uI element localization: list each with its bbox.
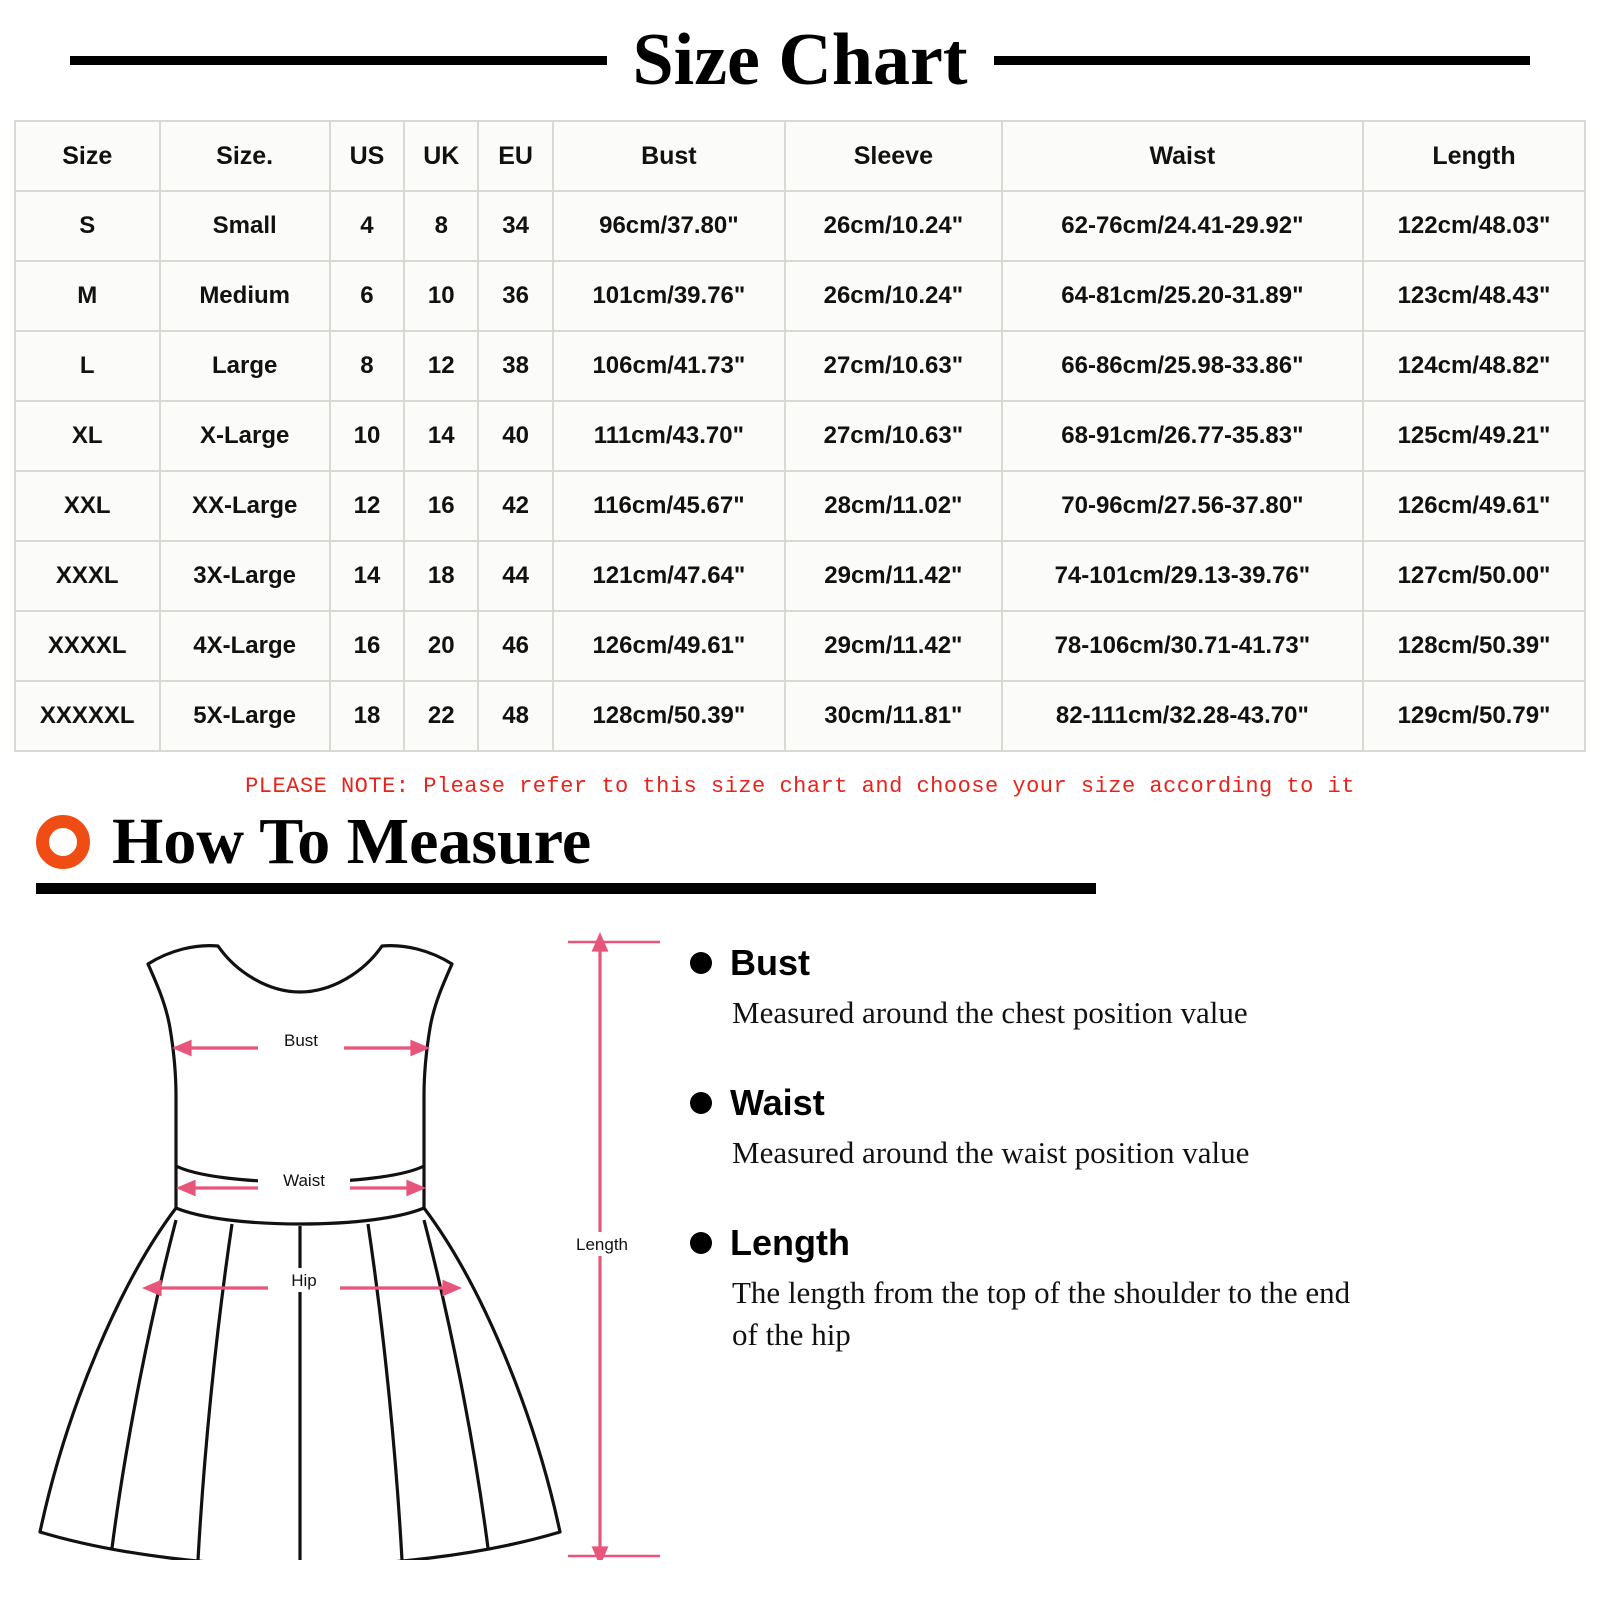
table-row	[15, 681, 1585, 751]
cell-sleeve: 27cm/10.63"	[785, 331, 1002, 401]
how-to-measure-body	[0, 920, 1600, 1565]
figure-label-length: Length	[576, 1235, 628, 1254]
cell-size: S	[15, 191, 160, 261]
cell-waist: 74-101cm/29.13-39.76"	[1002, 541, 1363, 611]
page-title-row	[0, 0, 1600, 120]
table-row	[15, 401, 1585, 471]
cell-bust: 116cm/45.67"	[553, 471, 785, 541]
how-to-measure-title: How To Measure	[112, 805, 592, 878]
column-header-length: Length	[1363, 121, 1585, 191]
figure-label-hip: Hip	[291, 1271, 317, 1290]
cell-sleeve: 30cm/11.81"	[785, 681, 1002, 751]
cell-size-name: Small	[160, 191, 330, 261]
definition-length	[690, 1222, 1510, 1356]
cell-bust: 106cm/41.73"	[553, 331, 785, 401]
size-chart-table	[14, 120, 1586, 752]
cell-eu: 46	[478, 611, 552, 681]
cell-length: 122cm/48.03"	[1363, 191, 1585, 261]
table-header-row	[15, 121, 1585, 191]
cell-us: 12	[330, 471, 404, 541]
cell-eu: 38	[478, 331, 552, 401]
table-row	[15, 261, 1585, 331]
figure-label-bust: Bust	[283, 1031, 319, 1050]
bullet-icon	[690, 1092, 712, 1114]
definition-bust	[690, 942, 1510, 1034]
cell-bust: 121cm/47.64"	[553, 541, 785, 611]
column-header-sleeve: Sleeve	[785, 121, 1002, 191]
cell-length: 126cm/49.61"	[1363, 471, 1585, 541]
cell-uk: 16	[404, 471, 478, 541]
cell-bust: 126cm/49.61"	[553, 611, 785, 681]
column-header-eu: EU	[478, 121, 552, 191]
cell-waist: 70-96cm/27.56-37.80"	[1002, 471, 1363, 541]
table-row	[15, 191, 1585, 261]
definition-term: Length	[730, 1221, 850, 1263]
cell-size-name: 4X-Large	[160, 611, 330, 681]
cell-size: XXXL	[15, 541, 160, 611]
cell-waist: 64-81cm/25.20-31.89"	[1002, 261, 1363, 331]
cell-waist: 66-86cm/25.98-33.86"	[1002, 331, 1363, 401]
title-rule-left	[70, 56, 607, 65]
cell-length: 129cm/50.79"	[1363, 681, 1585, 751]
cell-waist: 82-111cm/32.28-43.70"	[1002, 681, 1363, 751]
cell-size-name: 3X-Large	[160, 541, 330, 611]
cell-us: 10	[330, 401, 404, 471]
cell-us: 8	[330, 331, 404, 401]
table-row	[15, 611, 1585, 681]
definition-description: Measured around the waist position value	[732, 1134, 1250, 1170]
title-rule-right	[994, 56, 1531, 65]
figure-label-waist: Waist	[283, 1171, 325, 1190]
cell-waist: 78-106cm/30.71-41.73"	[1002, 611, 1363, 681]
dress-diagram	[0, 920, 690, 1565]
cell-length: 124cm/48.82"	[1363, 331, 1585, 401]
cell-length: 123cm/48.43"	[1363, 261, 1585, 331]
column-header-bust: Bust	[553, 121, 785, 191]
cell-eu: 34	[478, 191, 552, 261]
cell-sleeve: 26cm/10.24"	[785, 191, 1002, 261]
cell-eu: 40	[478, 401, 552, 471]
how-to-measure-underline	[36, 883, 1096, 894]
cell-bust: 96cm/37.80"	[553, 191, 785, 261]
column-header-uk: UK	[404, 121, 478, 191]
cell-us: 18	[330, 681, 404, 751]
definition-term: Bust	[730, 942, 810, 983]
cell-sleeve: 28cm/11.02"	[785, 471, 1002, 541]
cell-length: 125cm/49.21"	[1363, 401, 1585, 471]
bullet-icon	[690, 952, 712, 974]
cell-sleeve: 29cm/11.42"	[785, 541, 1002, 611]
cell-sleeve: 29cm/11.42"	[785, 611, 1002, 681]
bullet-icon	[690, 1232, 712, 1254]
cell-sleeve: 27cm/10.63"	[785, 401, 1002, 471]
cell-us: 16	[330, 611, 404, 681]
cell-uk: 18	[404, 541, 478, 611]
cell-eu: 36	[478, 261, 552, 331]
cell-uk: 12	[404, 331, 478, 401]
cell-size: XL	[15, 401, 160, 471]
cell-uk: 14	[404, 401, 478, 471]
cell-eu: 48	[478, 681, 552, 751]
cell-sleeve: 26cm/10.24"	[785, 261, 1002, 331]
table-row	[15, 471, 1585, 541]
column-header-size: Size	[15, 121, 160, 191]
definition-waist	[690, 1082, 1510, 1174]
cell-size: M	[15, 261, 160, 331]
definition-term: Waist	[730, 1081, 825, 1123]
column-header-us: US	[330, 121, 404, 191]
cell-size: L	[15, 331, 160, 401]
cell-us: 14	[330, 541, 404, 611]
column-header-size-name: Size.	[160, 121, 330, 191]
cell-uk: 10	[404, 261, 478, 331]
cell-length: 127cm/50.00"	[1363, 541, 1585, 611]
definition-description: Measured around the chest position value	[732, 995, 1248, 1030]
cell-us: 6	[330, 261, 404, 331]
cell-size-name: X-Large	[160, 401, 330, 471]
cell-bust: 111cm/43.70"	[553, 401, 785, 471]
definition-description: The length from the top of the shoulder to the end of the hip	[732, 1274, 1351, 1352]
column-header-waist: Waist	[1002, 121, 1363, 191]
measure-definitions	[690, 920, 1510, 1565]
how-to-measure-header	[0, 805, 1600, 894]
cell-eu: 44	[478, 541, 552, 611]
cell-uk: 20	[404, 611, 478, 681]
cell-length: 128cm/50.39"	[1363, 611, 1585, 681]
table-row	[15, 331, 1585, 401]
ring-icon	[36, 815, 90, 869]
cell-bust: 128cm/50.39"	[553, 681, 785, 751]
cell-size: XXXXXL	[15, 681, 160, 751]
cell-uk: 22	[404, 681, 478, 751]
cell-size: XXXXL	[15, 611, 160, 681]
cell-size: XXL	[15, 471, 160, 541]
size-note: PLEASE NOTE: Please refer to this size chart and choose your size according to it	[245, 774, 1355, 799]
cell-uk: 8	[404, 191, 478, 261]
cell-eu: 42	[478, 471, 552, 541]
cell-us: 4	[330, 191, 404, 261]
cell-size-name: Medium	[160, 261, 330, 331]
page-title: Size Chart	[632, 19, 968, 101]
cell-size-name: 5X-Large	[160, 681, 330, 751]
size-chart-table-wrap	[0, 120, 1600, 752]
cell-waist: 62-76cm/24.41-29.92"	[1002, 191, 1363, 261]
cell-waist: 68-91cm/26.77-35.83"	[1002, 401, 1363, 471]
cell-bust: 101cm/39.76"	[553, 261, 785, 331]
table-row	[15, 541, 1585, 611]
cell-size-name: Large	[160, 331, 330, 401]
cell-size-name: XX-Large	[160, 471, 330, 541]
